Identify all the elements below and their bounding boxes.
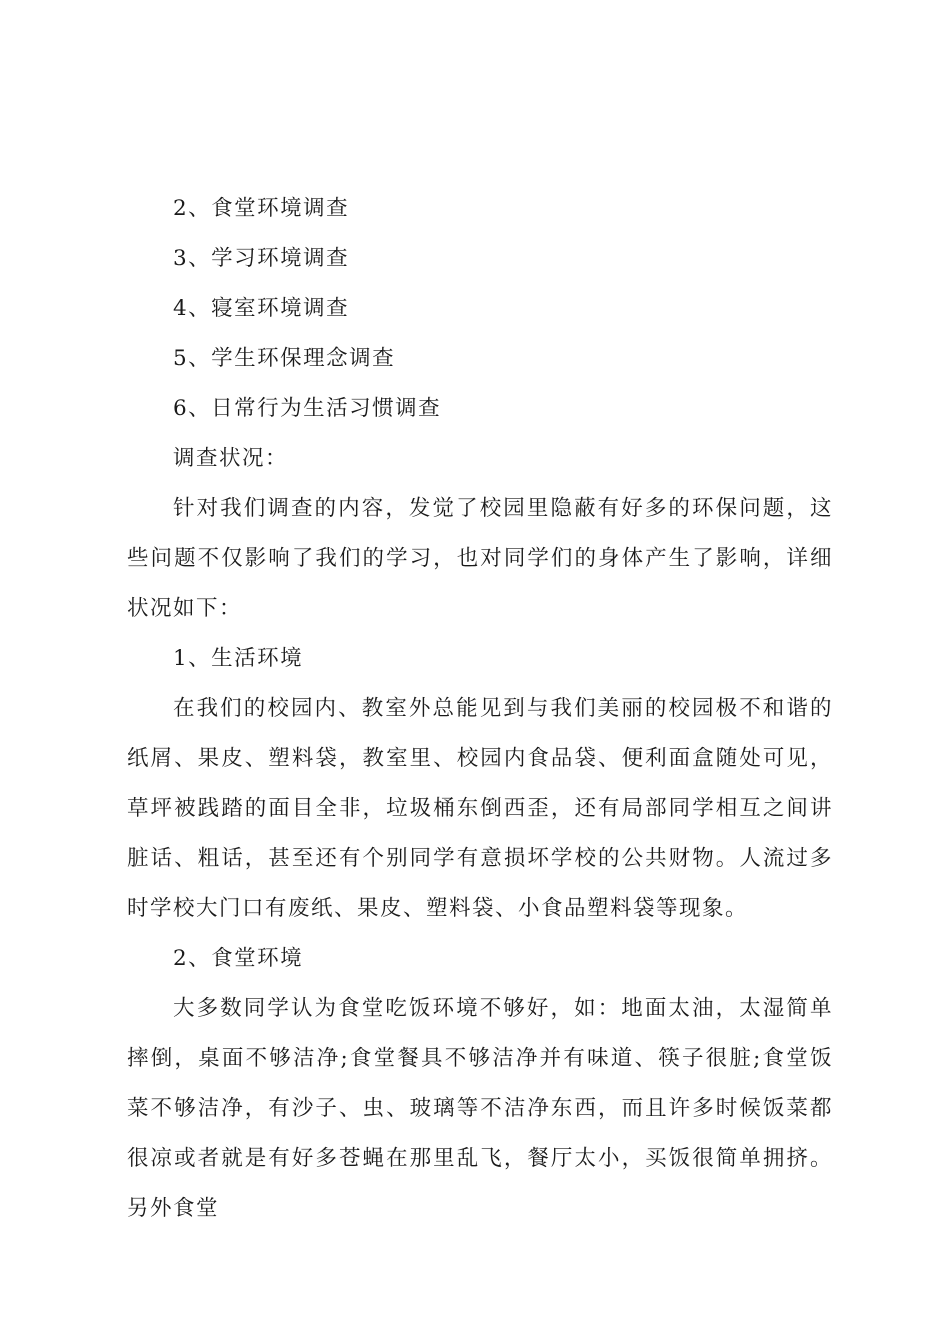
status-heading: 调查状况： [173,446,289,471]
section-title-canteen: 2、食堂环境 [173,946,304,971]
section-title-living: 1、生活环境 [173,646,304,671]
survey-item-dorm: 4、寝室环境调查 [173,296,350,321]
survey-item-daily-habits: 6、日常行为生活习惯调查 [173,396,442,421]
section-body-canteen: 大多数同学认为食堂吃饭环境不够好，如：地面太油，太湿简单摔倒，桌面不够洁净;食堂餐具不够洁净并有味道、筷子很脏;食堂饭菜不够洁净，有沙子、虫、玻璃等不洁净东西，而且许多时候饭菜都很凉或者就是有好多苍蝇在那里乱飞，餐厅太小，买饭很简单拥挤。另外食堂 [127,996,833,1221]
survey-item-eco-concept: 5、学生环保理念调查 [173,346,396,371]
survey-item-canteen: 2、食堂环境调查 [173,196,350,221]
section-body-living: 在我们的校园内、教室外总能见到与我们美丽的校园极不和谐的纸屑、果皮、塑料袋，教室里、校园内食品袋、便利面盒随处可见，草坪被践踏的面目全非，垃圾桶东倒西歪，还有局部同学相互之间讲脏话、粗话，甚至还有个别同学有意损坏学校的公共财物。人流过多时学校大门口有废纸、果皮、塑料袋、小食品塑料袋等现象。 [127,696,833,921]
survey-item-study: 3、学习环境调查 [173,246,350,271]
document-body [127,184,833,1234]
intro-paragraph: 针对我们调查的内容，发觉了校园里隐蔽有好多的环保问题，这些问题不仅影响了我们的学习，也对同学们的身体产生了影响，详细状况如下： [127,496,833,621]
